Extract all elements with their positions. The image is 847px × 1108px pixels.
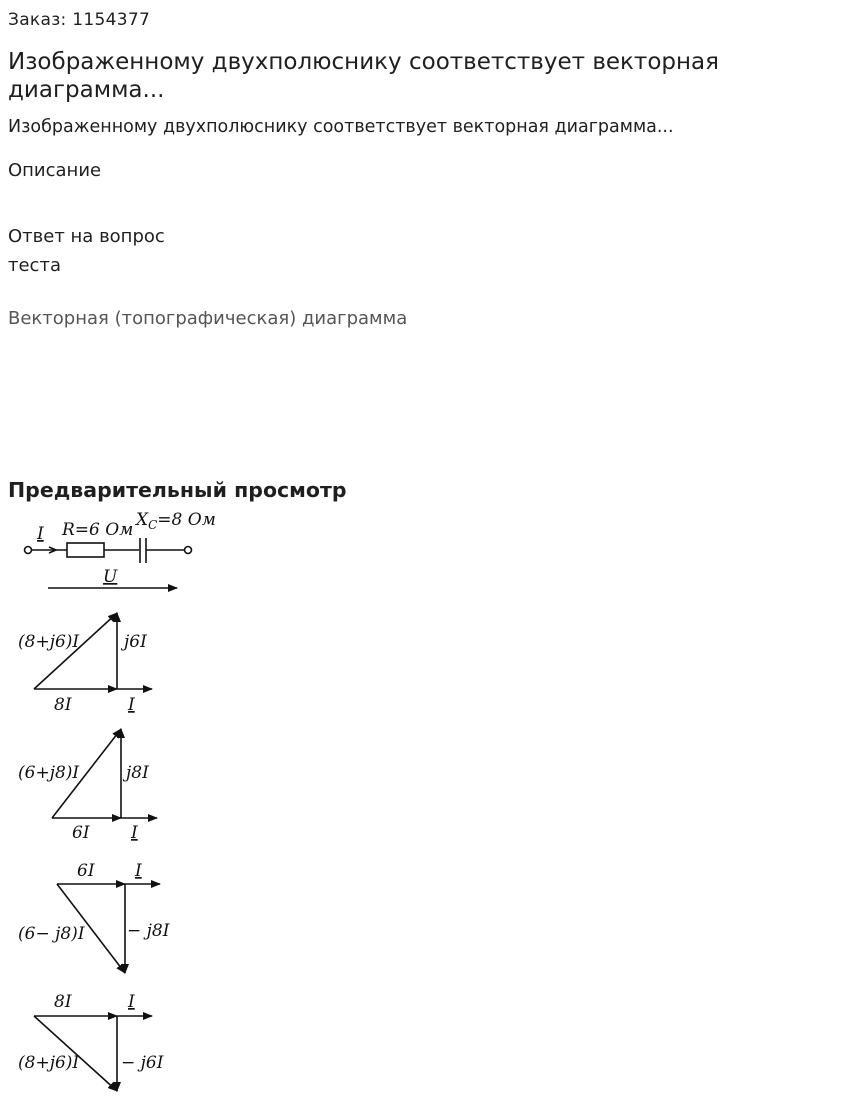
circuit-current-label: I [37,524,44,544]
answer-line-2: теста [8,255,61,276]
answer-line-1: Ответ на вопрос [8,226,165,247]
description-label: Описание [8,160,102,181]
page-title: Изображенному двухполюснику соответствует векторная диаграмма... [8,49,719,103]
diagram-2-base-label: 6I [72,823,90,843]
diagram-2-current-label: I [131,823,138,843]
diagram-1-current-label: I [128,695,135,715]
circuit-capacitor-label: $X_C=8$ Ом [136,510,216,532]
diagram-4-base-label: 8I [54,992,72,1012]
diagram-4-vert-label: − j6I [121,1053,164,1073]
circuit-voltage-label: U [103,567,118,587]
diagram-3-base-label: 6I [77,861,95,881]
diagram-3-current-label: I [135,861,142,881]
diagram-2-vert-label: j8I [126,763,149,783]
topographic-diagram-text: Векторная (топографическая) диаграмма [8,308,408,329]
diagram-1-base-label: 8I [54,695,72,715]
order-number: Заказ: 1154377 [8,10,151,30]
diagram-4-hyp-label: (8+j6)I [18,1053,80,1073]
circuit-resistor-label: R=6 Ом [62,520,134,540]
diagram-1-vert-label: j6I [124,632,147,652]
answer-label [8,222,165,280]
preview-figure [0,505,260,1105]
diagram-3-hyp-label: (6− j8)I [18,924,85,944]
diagram-2-hyp-label: (6+j8)I [18,763,80,783]
preview-heading: Предварительный просмотр [8,478,347,502]
diagram-3-vert-label: − j8I [127,921,170,941]
diagram-1-hyp-label: (8+j6)I [18,632,80,652]
question-text: Изображенному двухполюснику соответствует векторная диаграмма... [8,117,674,137]
diagram-4-current-label: I [128,992,135,1012]
